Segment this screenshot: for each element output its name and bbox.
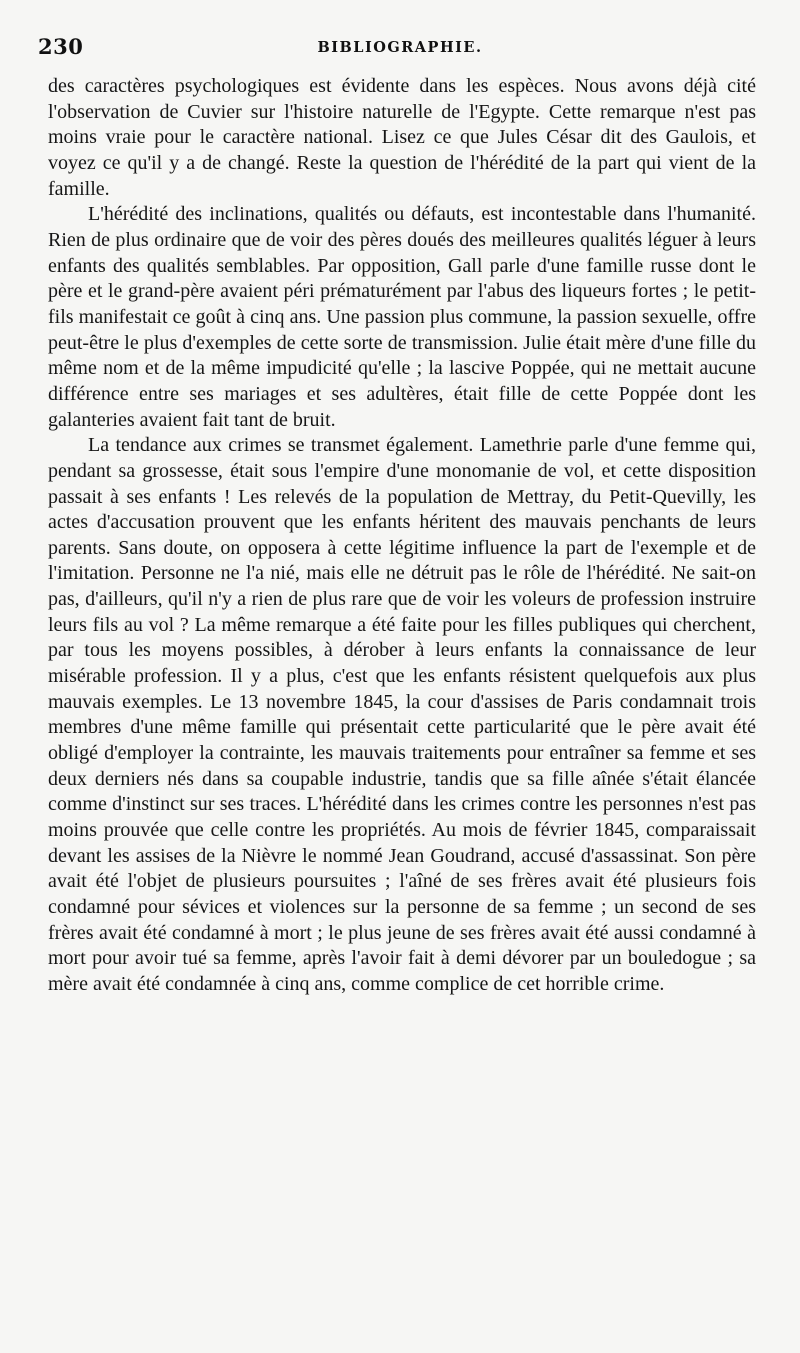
paragraph-heredity-inclinations: L'hérédité des inclinations, qualités ou défauts, est incontestable dans l'humanité. Rien de plus ordinaire que de voir des pères doués des meilleures qualités léguer à leurs enfants des qualités semblables. Par opposition, Gall parle d'une famille russe dont le père et le grand-père avaient péri prématurément par l'abus des liqueurs fortes ; le petit-fils manifestait ce goût à cinq ans. Une passion plus commune, la passion sexuelle, offre peut-être le plus d'exemples de cette sorte de transmission. Julie était mère d'une fille du même nom et de la même impudicité qu'elle ; la lascive Poppée, qui ne mettait aucune différence entre ses mariages et ses adultères, était fille de cette Poppée dont les galanteries avaient fait tant de bruit. [48, 203, 756, 431]
paragraph-continuation: des caractères psychologiques est évidente dans les espèces. Nous avons déjà cité l'observation de Cuvier sur l'histoire naturelle de l'Egypte. Cette remarque n'est pas moins vraie pour le caractère national. Lisez ce que Jules César dit des Gaulois, et voyez ce qu'il y a de changé. Reste la question de l'hérédité de la part qui vient de la famille. [48, 75, 756, 200]
page-header [38, 34, 762, 68]
body-text [48, 74, 756, 998]
running-head: BIBLIOGRAPHIE. [317, 39, 483, 56]
paragraph-heredity-crimes: La tendance aux crimes se transmet également. Lamethrie parle d'une femme qui, pendant sa grossesse, était sous l'empire d'une monomanie de vol, et cette disposition passait à ses enfants ! Les relevés de la population de Mettray, du Petit-Quevilly, les actes d'accusation prouvent que les enfants héritent des mauvais penchants de leurs parents. Sans doute, on opposera à cette légitime influence la part de l'exemple et de l'imitation. Personne ne l'a nié, mais elle ne détruit pas le rôle de l'hérédité. Ne sait-on pas, d'ailleurs, qu'il n'y a rien de plus rare que de voir les voleurs de profession instruire leurs fils au vol ? La même remarque a été faite pour les filles publiques qui cherchent, par tous les moyens possibles, à dérober à leurs enfants la connaissance de leur misérable profession. Il y a plus, c'est que les enfants résistent quelquefois aux plus mauvais exemples. Le 13 novembre 1845, la cour d'assises de Paris condamnait trois membres d'une même famille qui présentait cette particularité que le père avait été obligé d'employer la contrainte, les mauvais traitements pour entraîner sa femme et ses deux derniers nés dans sa coupable industrie, tandis que sa fille aînée s'était élancée comme d'instinct sur ses traces. L'hérédité dans les crimes contre les personnes n'est pas moins prouvée que celle contre les propriétés. Au mois de février 1845, comparaissait devant les assises de la Nièvre le nommé Jean Goudrand, accusé d'assassinat. Son père avait été l'objet de plusieurs poursuites ; l'aîné de ses frères avait été plusieurs fois condamné pour sévices et violences sur la personne de sa femme ; un second de ses frères avait été condamné à mort ; le plus jeune de ses frères avait été aussi condamné à mort pour avoir tué sa femme, après l'avoir fait à demi dévorer par un bouledogue ; sa mère avait été condamnée à cinq ans, comme complice de cet horrible crime. [48, 434, 756, 995]
page-number: 230 [38, 34, 84, 59]
